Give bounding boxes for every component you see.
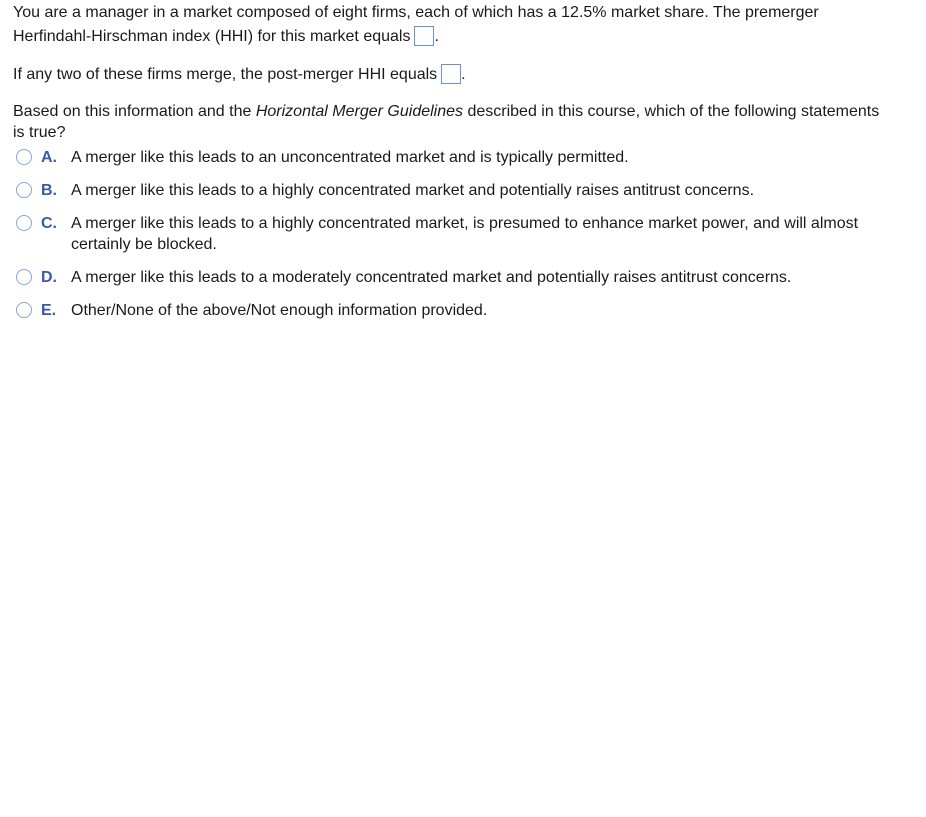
premerger-text: You are a manager in a market composed of eight firms, each of which has a 12.5% market share. The premerger Herfindahl-Hirschman index (HHI) for this market equals	[13, 4, 819, 45]
radio-button-c[interactable]	[16, 215, 32, 231]
option-text-e: Other/None of the above/Not enough information provided.	[71, 302, 488, 319]
radio-button-e[interactable]	[16, 302, 32, 318]
option-letter-c: C.	[41, 215, 57, 232]
premerger-period: .	[434, 28, 439, 45]
option-letter-e: E.	[41, 302, 57, 319]
option-text-c: A merger like this leads to a highly concentrated market, is presumed to enhance market power, and will almost certainly be blocked.	[71, 215, 859, 253]
postmerger-hhi-input[interactable]	[441, 64, 461, 84]
radio-button-b[interactable]	[16, 182, 32, 198]
radio-button-a[interactable]	[16, 149, 32, 165]
postmerger-period: .	[461, 66, 466, 83]
question-prompt	[13, 101, 893, 143]
option-text-a: A merger like this leads to an unconcentrated market and is typically permitted.	[71, 149, 629, 166]
postmerger-text: If any two of these firms merge, the post-merger HHI equals	[13, 66, 438, 83]
question-premerger	[13, 1, 893, 49]
option-c[interactable]	[13, 213, 893, 255]
question-postmerger	[13, 63, 893, 87]
question-panel	[13, 1, 893, 321]
option-text-b: A merger like this leads to a highly concentrated market and potentially raises antitrust concerns.	[71, 182, 755, 199]
guidelines-title: Horizontal Merger Guidelines	[255, 103, 464, 120]
prompt-text-after: described in this course, which of the following statements is true?	[13, 103, 880, 141]
option-e[interactable]	[13, 300, 893, 321]
radio-button-d[interactable]	[16, 269, 32, 285]
option-a[interactable]	[13, 147, 893, 168]
option-d[interactable]	[13, 267, 893, 288]
answer-options	[13, 147, 893, 321]
option-letter-a: A.	[41, 149, 57, 166]
option-text-d: A merger like this leads to a moderately concentrated market and potentially raises antitrust concerns.	[71, 269, 792, 286]
option-b[interactable]	[13, 180, 893, 201]
premerger-hhi-input[interactable]	[414, 26, 434, 46]
option-letter-d: D.	[41, 269, 57, 286]
prompt-text-before: Based on this information and the	[13, 103, 256, 120]
option-letter-b: B.	[41, 182, 57, 199]
